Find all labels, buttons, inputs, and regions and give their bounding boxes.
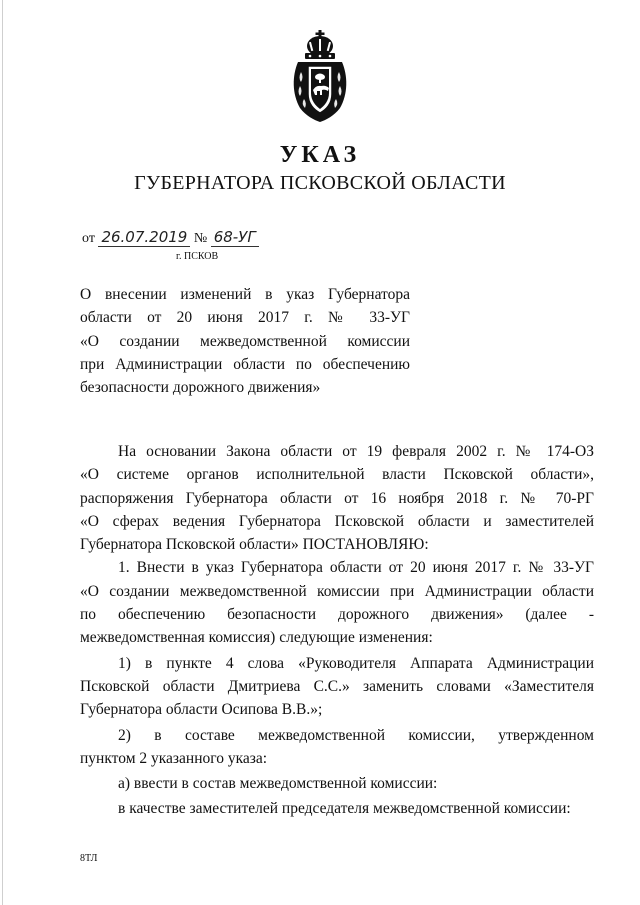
date-prefix: от [82,231,95,246]
decree-title: УКАЗ [279,142,361,168]
body-line: в качестве заместителей председателя межведомственной комиссии: [118,800,571,818]
body-line: «О создании межведомственной комиссии при Администрации области [80,582,594,600]
subject-line: области от 20 июня 2017 г. № 33-УГ [80,309,410,327]
body-line: Губернатора области Осипова В.В.»; [80,701,323,719]
body-line: «О сферах ведения Губернатора Псковской области и заместителей [80,512,594,530]
body-line: а) ввести в состав межведомственной комиссии: [118,775,438,793]
body-line: 2) в составе межведомственной комиссии, утвержденном [118,726,594,744]
body-line: Псковской области Дмитриева С.С.» заменить словами «Заместителя [80,677,594,695]
issuer-subtitle: ГУБЕРНАТОРА ПСКОВСКОЙ ОБЛАСТИ [134,172,506,194]
number-sign: № [193,231,208,246]
body-line: 1. Внести в указ Губернатора области от 20 июня 2017 г. № 33-УГ [118,559,594,577]
subject-line: при Администрации области по обеспечению [80,355,410,373]
city-label: г. ПСКОВ [176,251,219,262]
body-line: межведомственная комиссия) следующие изменения: [80,629,433,647]
decree-subject [80,283,410,399]
body-line: На основании Закона области от 19 февраля 2002 г. № 174-ОЗ [118,443,594,460]
scan-edge-line [2,0,3,905]
footer-code: 8ТЛ [80,853,98,864]
body-line: распоряжения Губернатора области от 16 ноября 2018 г. № 70-РГ [80,489,594,507]
body-line: Губернатора Псковской области» ПОСТАНОВЛЯЮ: [80,536,429,554]
subject-line: «О создании межведомственной комиссии [80,332,410,350]
subject-line: безопасности дорожного движения» [80,379,321,397]
body-line: по обеспечению безопасности дорожного движения» (далее - [80,606,594,624]
decree-body [80,440,594,821]
body-line: 1) в пункте 4 слова «Руководителя Аппарата Администрации [118,654,594,672]
date-number-line [82,228,259,247]
subject-line: О внесении изменений в указ Губернатора [80,286,410,303]
body-line: «О системе органов исполнительной власти Псковской области», [80,466,594,484]
pskov-coat-of-arms-icon [288,28,352,124]
decree-number-handwritten: 68-УГ [211,228,259,247]
decree-date-handwritten: 26.07.2019 [98,228,190,247]
body-line: пунктом 2 указанного указа: [80,749,268,767]
